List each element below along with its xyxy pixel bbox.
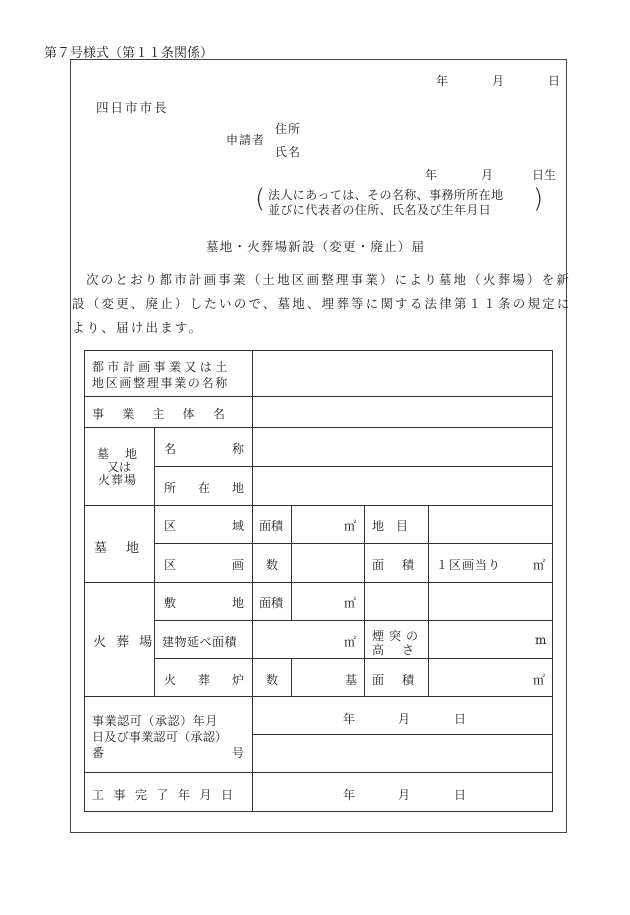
kukaku-char: 区	[164, 558, 177, 572]
col-divider	[291, 505, 292, 620]
col-divider	[154, 427, 155, 696]
kukaku-label	[164, 556, 244, 573]
location-row-label	[164, 479, 244, 496]
sqm-4: ㎡	[344, 635, 357, 649]
project-name-label-1: 都市計画事業又は土	[92, 360, 231, 374]
site-label	[164, 594, 244, 611]
row-divider	[154, 466, 553, 467]
sqm-3: ㎡	[344, 596, 357, 610]
approval-label-1: 事業認可（承認）年月	[92, 714, 219, 728]
corporate-note-line1: 法人にあっては、その名称、事務所所在地	[268, 188, 504, 202]
birth-day: 日生	[532, 168, 557, 182]
meter-unit: m	[535, 633, 547, 647]
row-divider	[84, 396, 553, 397]
addressee: 四日市市長	[96, 100, 169, 115]
row-divider	[252, 734, 553, 735]
kukaku-char: 画	[231, 558, 244, 572]
sqm-2: ㎡	[533, 558, 546, 572]
name-char-1: 名	[164, 442, 177, 456]
birth-year: 年	[425, 168, 438, 182]
row-divider	[84, 696, 553, 697]
completion-label: 工事完了年月日	[92, 788, 243, 802]
area-char: 区	[164, 519, 177, 533]
body-line-2: 設（変更、廃止）したいので、墓地、埋葬等に関する法律第１１条の規定に	[72, 296, 572, 311]
sqm-5: ㎡	[533, 673, 546, 687]
col-divider	[252, 350, 253, 812]
approval-label-3	[92, 744, 244, 761]
menseki-wide-1: 面 積	[372, 558, 418, 572]
completion-day: 日	[454, 788, 467, 802]
approval-day: 日	[454, 712, 467, 726]
form-number: 第７号様式（第１１条関係）	[44, 46, 214, 61]
table-border-left	[84, 350, 85, 812]
kasoba-label: 火 葬 場	[93, 635, 156, 650]
open-paren: (	[255, 184, 266, 214]
approval-char: 号	[231, 746, 244, 760]
bochi-kasoba-line3: 火葬場	[98, 473, 138, 487]
row-divider	[154, 543, 553, 544]
floor-area-label: 建物延べ面積	[162, 635, 238, 649]
menseki-wide-2: 面 積	[372, 673, 418, 687]
chimney-label-1: 煙突の	[372, 629, 424, 643]
date-month: 月	[492, 74, 505, 88]
applicant-label: 申請者	[226, 133, 266, 147]
site-char: 敷	[164, 596, 177, 610]
kazu-label: 数	[266, 673, 279, 687]
count-label: 数	[266, 558, 279, 572]
birth-month: 月	[481, 168, 494, 182]
row-divider	[154, 658, 553, 659]
address-label: 住所	[275, 122, 302, 136]
name-row-label	[164, 440, 244, 457]
furnace-char: 葬	[197, 673, 210, 687]
date-day: 日	[548, 74, 561, 88]
bochi-kasoba-line2: 又は	[107, 460, 132, 474]
approval-label-2: 日及び事業認可（承認）	[92, 730, 228, 744]
approval-char: 番	[92, 746, 105, 760]
menseki-1: 面積	[259, 519, 284, 533]
completion-month: 月	[398, 788, 411, 802]
chimoku-label: 地目	[372, 519, 421, 533]
body-line-3: より、届け出ます。	[72, 320, 204, 335]
location-char: 在	[197, 481, 210, 495]
close-paren: )	[533, 184, 544, 214]
table-border-right	[552, 350, 553, 812]
approval-month: 月	[398, 712, 411, 726]
sqm-1: ㎡	[344, 519, 357, 533]
date-year: 年	[436, 74, 449, 88]
bochi-label: 墓 地	[94, 541, 143, 556]
body-line-1: 次のとおり都市計画事業（土地区画整理事業）により墓地（火葬場）を新	[86, 272, 572, 287]
name-char-2: 称	[231, 442, 244, 456]
table-border-bottom	[84, 811, 553, 812]
furnace-char: 火	[164, 673, 177, 687]
area-label	[164, 517, 244, 534]
per-plot-label: １区画当り	[436, 558, 502, 572]
row-divider	[84, 772, 553, 773]
form-title: 墓地・火葬場新設（変更・廃止）届	[206, 239, 426, 254]
area-char: 域	[231, 519, 244, 533]
bochi-kasoba-line1: 墓 地	[97, 447, 140, 461]
col-divider	[428, 505, 429, 696]
row-divider	[154, 620, 553, 621]
project-name-label-2: 地区画整理事業の名称	[92, 376, 230, 390]
operator-label: 事 業 主 体 名	[92, 407, 233, 421]
ki-unit: 基	[345, 673, 358, 687]
location-char: 所	[164, 481, 177, 495]
furnace-char: 炉	[231, 673, 244, 687]
chimney-label-2: 高さ	[372, 643, 433, 657]
completion-year: 年	[343, 788, 356, 802]
approval-year: 年	[343, 712, 356, 726]
name-label: 氏名	[275, 145, 302, 159]
col-divider	[291, 658, 292, 696]
furnace-label	[164, 671, 244, 688]
menseki-2: 面積	[259, 596, 284, 610]
site-char: 地	[231, 596, 244, 610]
corporate-note-line2: 並びに代表者の住所、氏名及び生年月日	[268, 203, 492, 217]
table-border-top	[84, 350, 553, 351]
location-char: 地	[231, 481, 244, 495]
col-divider	[364, 505, 365, 696]
